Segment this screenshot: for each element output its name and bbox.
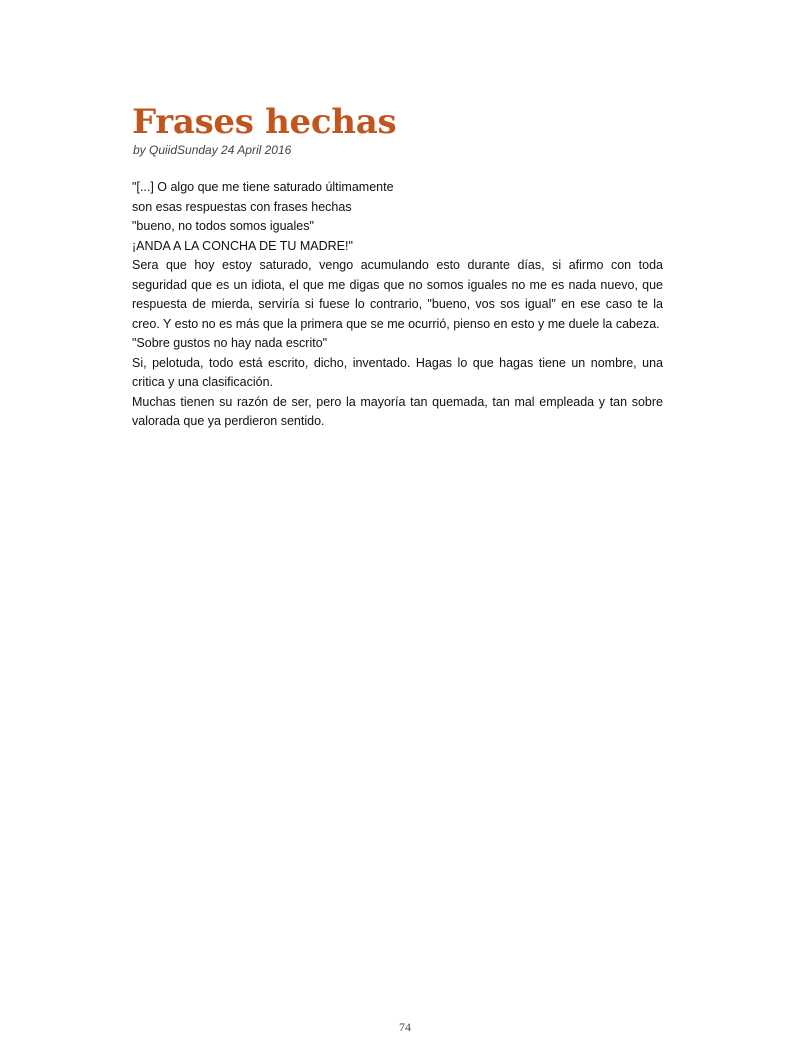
article-title: Frases hechas bbox=[132, 102, 397, 142]
body-line: "Sobre gustos no hay nada escrito" bbox=[132, 336, 328, 350]
page-number: 74 bbox=[399, 1020, 411, 1034]
article bbox=[132, 102, 663, 432]
article-body bbox=[132, 178, 663, 432]
article-byline: by QuiidSunday 24 April 2016 bbox=[133, 143, 292, 157]
body-line: "[...] O algo que me tiene saturado últimamente bbox=[132, 180, 394, 194]
body-line: "bueno, no todos somos iguales" bbox=[132, 219, 314, 233]
body-line: ¡ANDA A LA CONCHA DE TU MADRE!" bbox=[132, 238, 353, 253]
body-paragraph: Si, pelotuda, todo está escrito, dicho, inventado. Hagas lo que hagas tiene un nombre, una critica y una clasificación. bbox=[132, 355, 663, 389]
body-line: son esas respuestas con frases hechas bbox=[132, 199, 352, 214]
body-paragraph: Sera que hoy estoy saturado, vengo acumulando esto durante días, si afirmo con toda seguridad que es un idiota, el que me digas que no somos iguales no me es nada nuevo, que respuesta de mierda, serviría si fuese lo contrario, "bueno, vos sos igual" en ese caso te la creo. Y esto no es más que la primera que se me ocurrió, pienso en esto y me duele la cabeza. bbox=[132, 258, 663, 331]
body-paragraph: Muchas tienen su razón de ser, pero la mayoría tan quemada, tan mal empleada y tan sobre valorada que ya perdieron sentido. bbox=[132, 394, 663, 428]
